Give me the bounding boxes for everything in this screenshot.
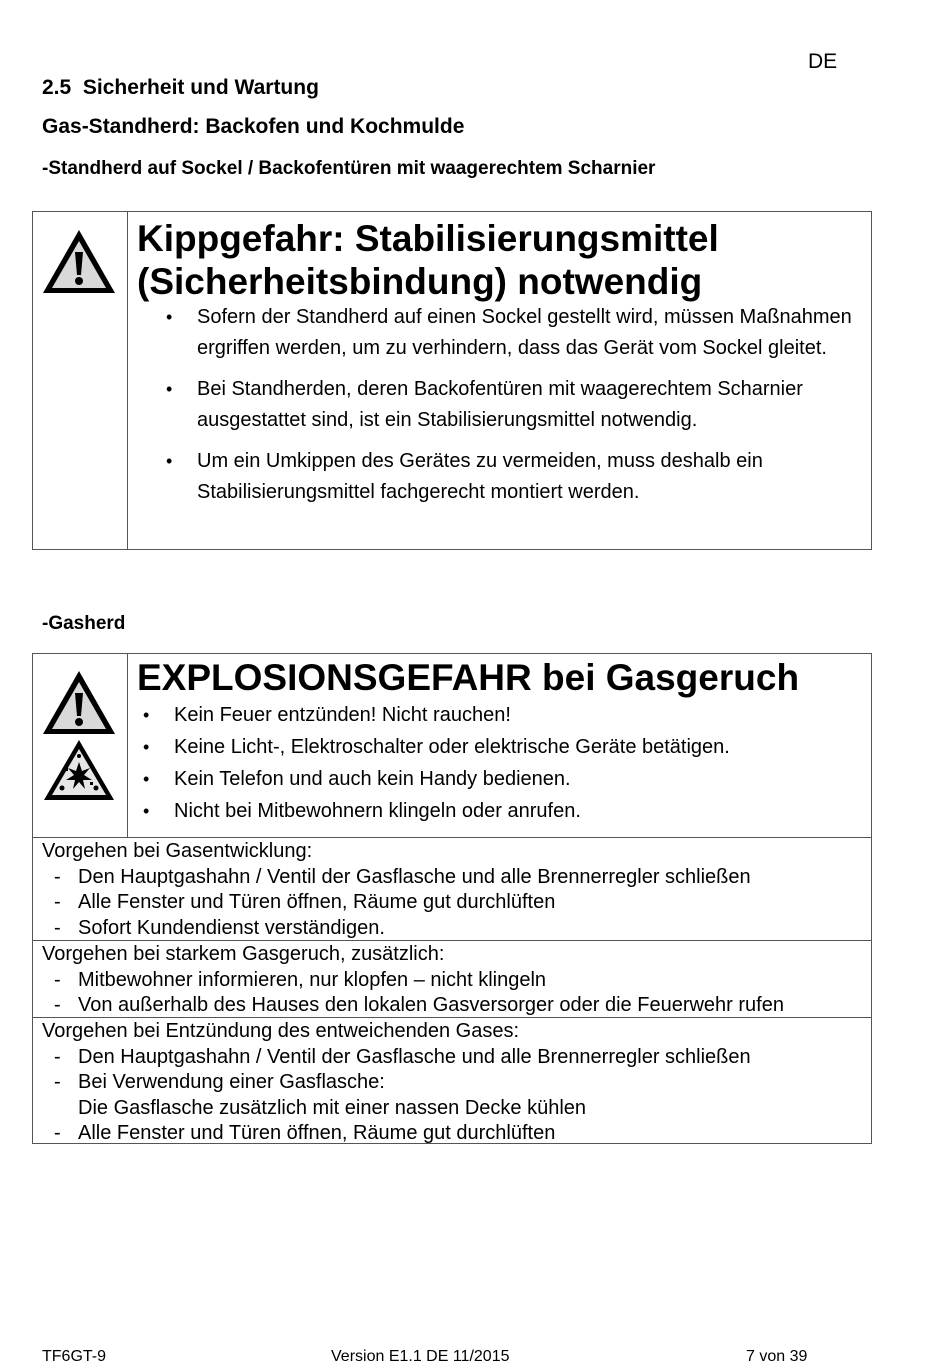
procedure-step: - Von außerhalb des Hauses den lokalen Gasversorger oder die Feuerwehr rufen [54, 994, 784, 1016]
list-item: • Sofern der Standherd auf einen Sockel gestellt wird, müssen Maßnahmen ergriffen werden, um zu verhindern, dass das Gerät vom Sockel gleitet. [197, 302, 867, 364]
step-text: Mitbewohner informieren, nur klopfen – nicht klingeln [78, 968, 547, 991]
procedure-heading: Vorgehen bei starkem Gasgeruch, zusätzlich: [42, 943, 445, 965]
step-text: Bei Verwendung einer Gasflasche: [78, 1071, 385, 1093]
list-item: • Kein Telefon und auch kein Handy bedienen. [174, 763, 864, 795]
footer-page-number: 7 von 39 [746, 1348, 808, 1365]
explosion-hazard-icon [42, 738, 116, 802]
tipping-warning-list [197, 302, 867, 518]
tipping-warning-box [32, 211, 872, 550]
footer-version: Version E1.1 DE 11/2015 [331, 1348, 510, 1365]
explosion-warning-list [174, 699, 864, 827]
warning-triangle-icon [40, 227, 118, 297]
procedure-strong-gas-smell [33, 940, 871, 1017]
procedure-step: - Mitbewohner informieren, nur klopfen – nicht klingeln [54, 968, 547, 991]
list-item: • Bei Standherden, deren Backofentüren mit waagerechtem Scharnier ausgestattet sind, ist ein Stabilisierungsmittel notwendig. [197, 374, 867, 436]
step-text: Den Hauptgashahn / Ventil der Gasflasche und alle Brennerregler schließen [78, 865, 751, 888]
procedure-step: - Sofort Kundendienst verständigen. [54, 916, 385, 939]
step-text: Die Gasflasche zusätzlich mit einer nassen Decke kühlen [78, 1096, 587, 1119]
procedure-step: - Den Hauptgashahn / Ventil der Gasflasche und alle Brennerregler schließen [54, 1045, 751, 1068]
procedure-gas-ignition [33, 1017, 871, 1144]
section-note-gas: -Gasherd [42, 613, 126, 634]
list-item: • Nicht bei Mitbewohnern klingeln oder anrufen. [174, 795, 864, 827]
list-item: • Kein Feuer entzünden! Nicht rauchen! [174, 699, 864, 731]
footer-model: TF6GT-9 [42, 1348, 107, 1365]
step-text: Den Hauptgashahn / Ventil der Gasflasche und alle Brennerregler schließen [78, 1045, 751, 1068]
step-text: Sofort Kundendienst verständigen. [78, 916, 385, 939]
procedure-heading: Vorgehen bei Entzündung des entweichenden Gases: [42, 1020, 520, 1042]
warning-icon-column [33, 212, 128, 549]
language-code: DE [808, 50, 838, 73]
section-note-pedestal: -Standherd auf Sockel / Backofentüren mit waagerechtem Scharnier [42, 158, 656, 179]
procedure-step: - Bei Verwendung einer Gasflasche: [54, 1071, 385, 1093]
procedure-heading: Vorgehen bei Gasentwicklung: [42, 840, 313, 862]
procedure-step: - Den Hauptgashahn / Ventil der Gasflasche und alle Brennerregler schließen [54, 865, 751, 888]
explosion-warning-box [32, 653, 872, 1144]
procedure-step: - Alle Fenster und Türen öffnen, Räume gut durchlüften [54, 891, 556, 913]
procedure-step: - Alle Fenster und Türen öffnen, Räume gut durchlüften [54, 1122, 556, 1144]
procedure-step-continuation [42, 1096, 871, 1122]
procedure-gas-leak [33, 837, 871, 940]
tipping-warning-title: Kippgefahr: Stabilisierungsmittel (Sicherheitsbindung) notwendig [137, 218, 719, 302]
list-item: • Um ein Umkippen des Gerätes zu vermeiden, muss deshalb ein Stabilisierungsmittel fachgerecht montiert werden. [197, 446, 867, 508]
section-subtitle: Gas-Standherd: Backofen und Kochmulde [42, 115, 465, 138]
warning-icon-column [33, 654, 128, 837]
step-text: Alle Fenster und Türen öffnen, Räume gut durchlüften [78, 891, 556, 913]
list-item: • Keine Licht-, Elektroschalter oder elektrische Geräte betätigen. [174, 731, 864, 763]
step-text: Alle Fenster und Türen öffnen, Räume gut durchlüften [78, 1122, 556, 1144]
section-title: 2.5 Sicherheit und Wartung [42, 76, 319, 99]
explosion-warning-title: EXPLOSIONSGEFAHR bei Gasgeruch [137, 657, 800, 698]
step-text: Von außerhalb des Hauses den lokalen Gasversorger oder die Feuerwehr rufen [78, 994, 784, 1016]
warning-triangle-icon [40, 668, 118, 738]
